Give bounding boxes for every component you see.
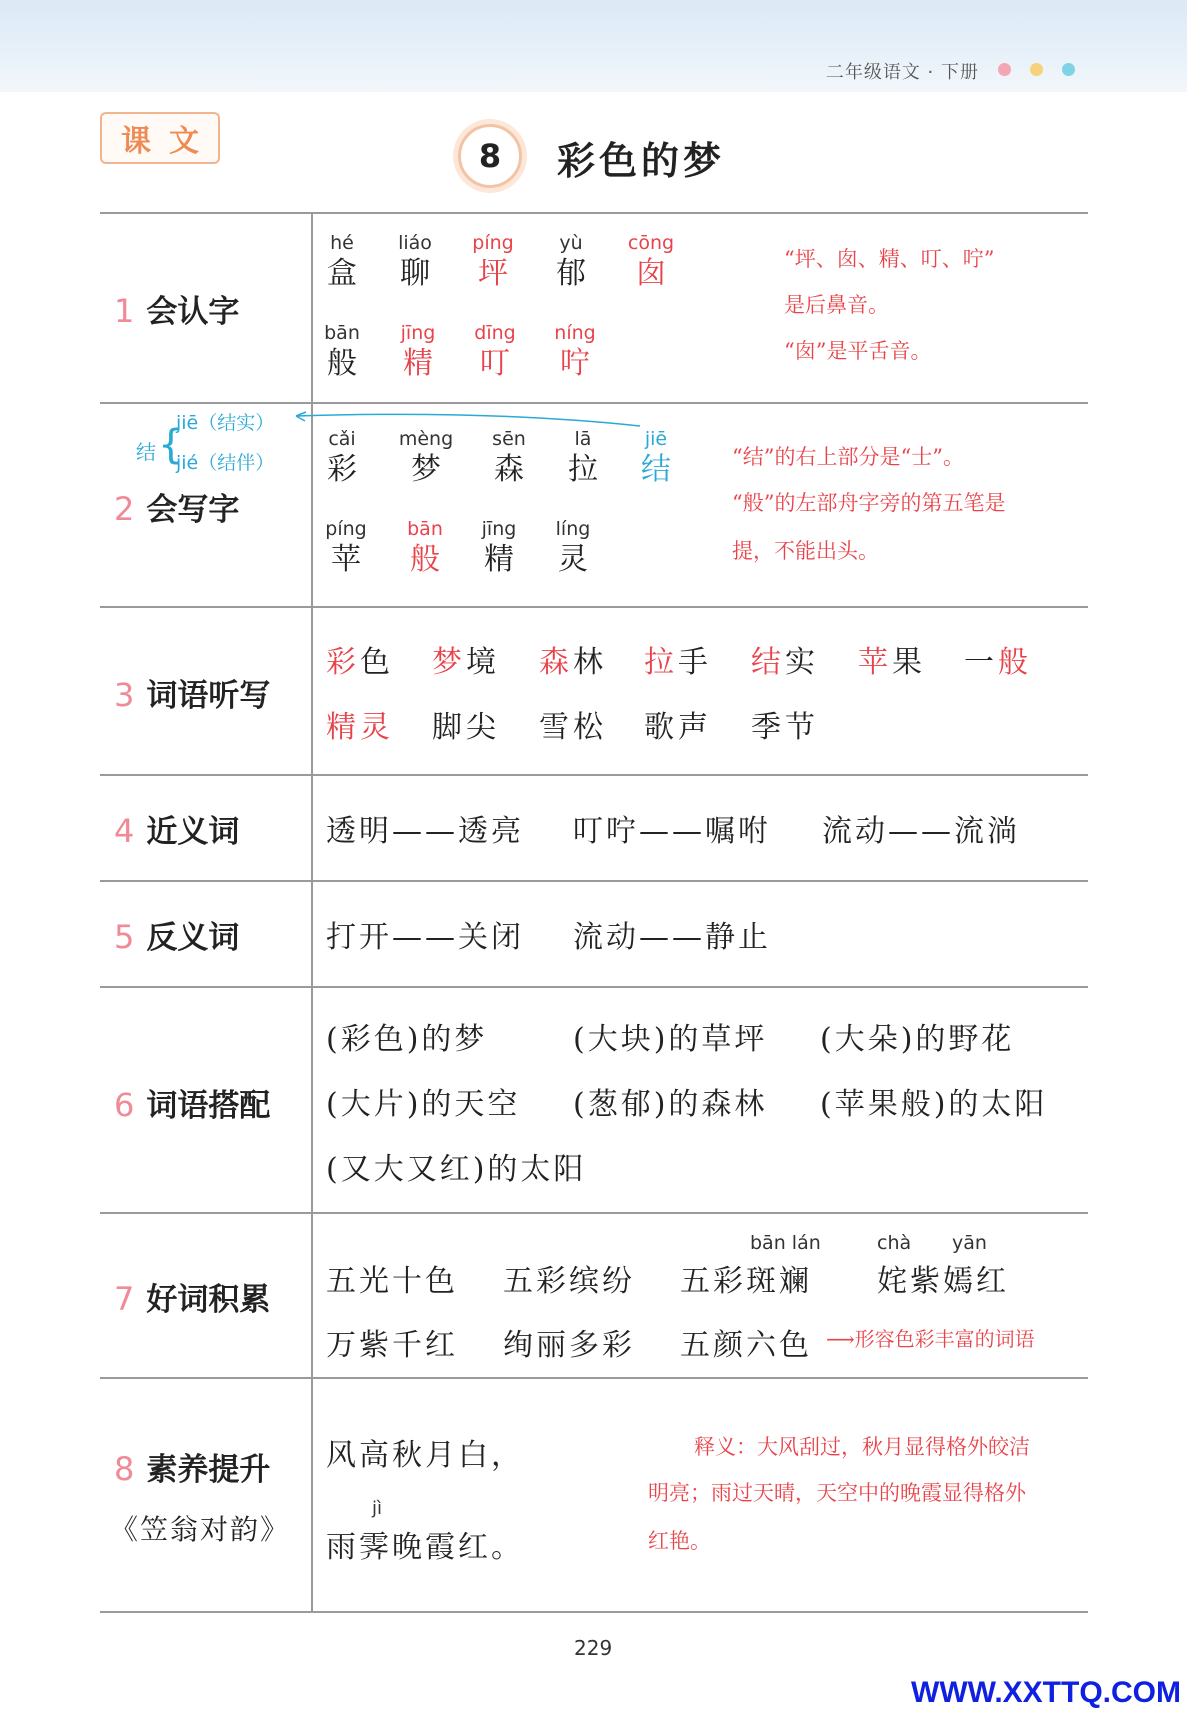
section-7-label: 7 好词积累 (114, 1280, 271, 1318)
good-word: 五彩缤纷 (503, 1264, 635, 1299)
collocation-item: (苹果般)的太阳 (820, 1087, 1048, 1122)
dictation-word: 一般 (964, 645, 1032, 680)
char-item: jīng 精 (400, 322, 436, 381)
good-word: 万紫千红 (326, 1328, 458, 1363)
note-text: 明亮；雨过天晴，天空中的晚霞显得格外 (648, 1481, 1026, 1505)
table-rule (100, 880, 1088, 882)
table-rule (100, 1377, 1088, 1379)
table-rule (100, 606, 1088, 608)
pinyin-annotation: bān lán (750, 1232, 821, 1254)
section-2-label: 2 会写字 (114, 490, 240, 528)
poem-line: 雨霁晚霞红。 (326, 1530, 524, 1565)
char-item: yù 郁 (556, 232, 586, 291)
char-item: níng 咛 (554, 322, 596, 381)
section-5-label: 5 反义词 (114, 918, 240, 956)
antonym-pair: 流动——静止 (573, 920, 771, 955)
note-text: 红艳。 (648, 1529, 711, 1553)
dictation-word: 季节 (751, 710, 819, 745)
char-item: bān 般 (324, 322, 360, 381)
char-item: líng 灵 (555, 518, 591, 577)
watermark: WWW.XXTTQ.COM (911, 1676, 1181, 1709)
table-rule (100, 986, 1088, 988)
char-item: píng 苹 (325, 518, 367, 577)
synonym-pair: 透明——透亮 (326, 814, 524, 849)
dictation-word: 拉手 (644, 645, 712, 680)
book-title: 二年级语文 · 下册 (825, 62, 979, 83)
char-item: cōng 囱 (627, 232, 675, 291)
synonym-pair: 叮咛——嘱咐 (573, 814, 771, 849)
lesson-number: 8 (458, 124, 522, 188)
note-text: “坪、囱、精、叮、咛” (784, 247, 995, 271)
char-item: sēn 森 (492, 428, 526, 487)
dictation-word: 精灵 (326, 710, 394, 745)
collocation-item: (大块)的草坪 (573, 1022, 768, 1057)
table-rule (100, 774, 1088, 776)
collocation-item: (大朵)的野花 (820, 1022, 1015, 1057)
collocation-item: (葱郁)的森林 (573, 1087, 768, 1122)
dot-yellow-icon (1030, 63, 1043, 76)
note-text: 释义：大风刮过，秋月显得格外皎洁 (694, 1435, 1030, 1459)
section-4-label: 4 近义词 (114, 812, 240, 850)
dictation-word: 梦境 (432, 645, 500, 680)
note-text: “结”的右上部分是“士”。 (732, 445, 964, 469)
dot-cyan-icon (1062, 63, 1075, 76)
section-1-label: 1 会认字 (114, 292, 240, 330)
char-item: lā 拉 (568, 428, 598, 487)
top-banner (0, 0, 1187, 92)
section-3-label: 3 词语听写 (114, 676, 271, 714)
synonym-pair: 流动——流淌 (822, 814, 1020, 849)
dictation-word: 雪松 (539, 710, 607, 745)
good-word: 姹紫嫣红 (877, 1264, 1009, 1299)
table-rule (100, 1611, 1088, 1613)
section-6-label: 6 词语搭配 (114, 1086, 271, 1124)
char-item: dīng 叮 (474, 322, 516, 381)
char-item: hé 盒 (327, 232, 357, 291)
pinyin-annotation: yān (952, 1232, 987, 1254)
char-item: jīng 精 (481, 518, 517, 577)
note-text: “囱”是平舌音。 (784, 339, 932, 363)
pinyin-annotation: jì (372, 1498, 383, 1519)
dictation-word: 脚尖 (432, 710, 500, 745)
char-item: jiē 结 (641, 428, 671, 487)
page-number: 229 (574, 1636, 613, 1660)
note-text: ⟶形容色彩丰富的词语 (826, 1327, 1035, 1351)
lesson-type-tag: 课文 (100, 112, 220, 164)
collocation-item: (又大又红)的太阳 (326, 1152, 587, 1187)
good-word: 五彩斑斓 (680, 1264, 812, 1299)
table-rule (100, 212, 1088, 214)
char-item: liáo 聊 (398, 232, 432, 291)
char-item: mèng 梦 (398, 428, 454, 487)
dictation-word: 森林 (539, 645, 607, 680)
dictation-word: 苹果 (858, 645, 926, 680)
note-text: 提，不能出头。 (732, 539, 879, 563)
good-word: 绚丽多彩 (503, 1328, 635, 1363)
collocation-item: (彩色)的梦 (326, 1022, 488, 1057)
good-word: 五光十色 (326, 1264, 458, 1299)
note-text: “般”的左部舟字旁的第五笔是 (732, 491, 1006, 515)
dot-pink-icon (998, 63, 1011, 76)
dictation-word: 歌声 (644, 710, 712, 745)
poem-source: 《笠翁对韵》 (110, 1513, 291, 1546)
collocation-item: (大片)的天空 (326, 1087, 521, 1122)
good-word: 五颜六色 (680, 1328, 812, 1363)
char-item: píng 坪 (472, 232, 514, 291)
section-8-label: 8 素养提升 (114, 1450, 271, 1488)
char-item: bān 般 (407, 518, 443, 577)
dictation-word: 彩色 (326, 645, 394, 680)
dictation-word: 结实 (751, 645, 819, 680)
lesson-title: 彩色的梦 (557, 139, 726, 183)
char-item: cǎi 彩 (327, 428, 357, 487)
table-rule (100, 402, 1088, 404)
poem-line: 风高秋月白， (326, 1438, 524, 1473)
antonym-pair: 打开——关闭 (326, 920, 524, 955)
note-text: 是后鼻音。 (784, 293, 889, 317)
pinyin-annotation: chà (877, 1232, 912, 1254)
table-rule (100, 1212, 1088, 1214)
